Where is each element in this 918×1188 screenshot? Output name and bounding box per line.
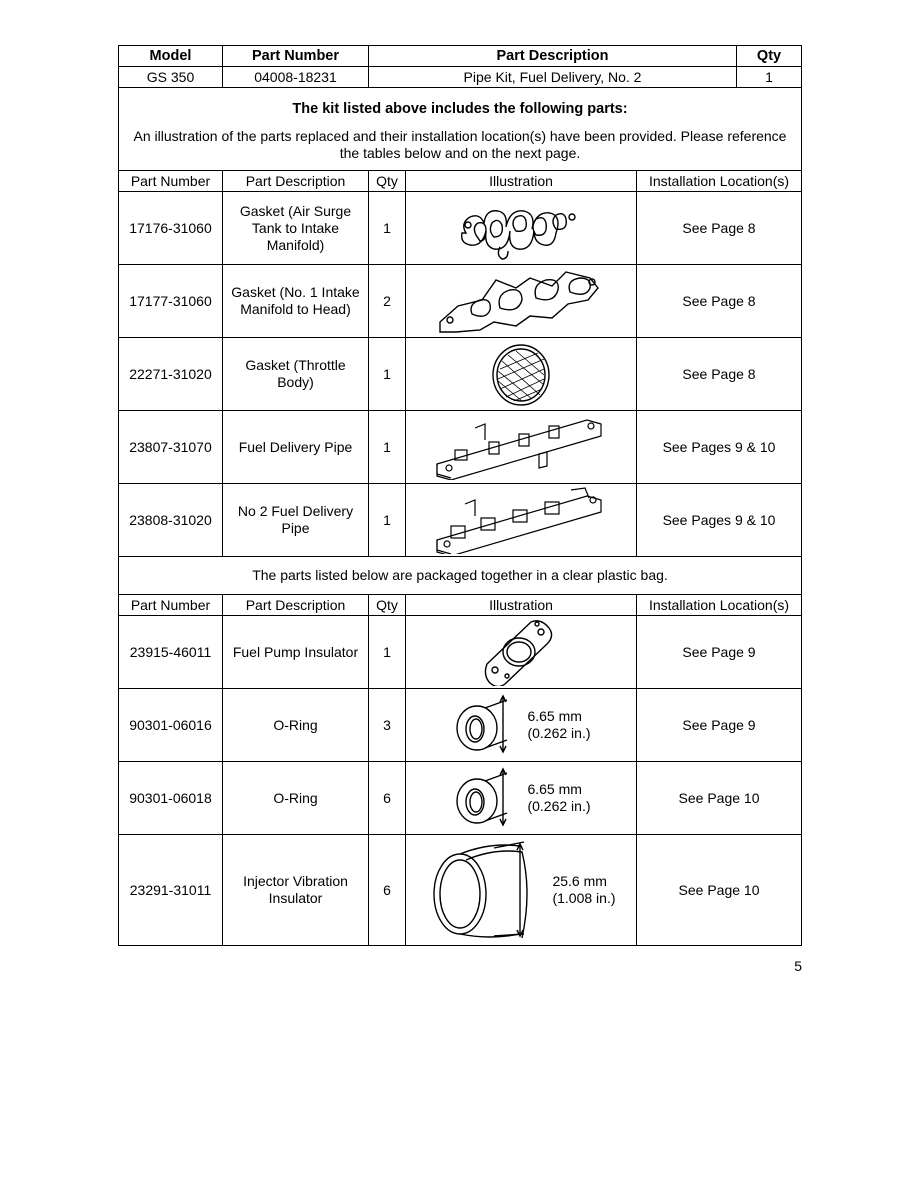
part-illustration bbox=[406, 689, 637, 762]
header-row bbox=[119, 46, 802, 67]
part-number: 17176-31060 bbox=[119, 192, 223, 265]
table-row bbox=[119, 192, 802, 265]
part-illustration bbox=[406, 762, 637, 835]
dimension-mm: 25.6 mm bbox=[552, 873, 607, 889]
col-part-description-label: Part Description bbox=[369, 46, 737, 66]
bag-note-row bbox=[119, 557, 802, 595]
parts-col-illustration: Illustration bbox=[406, 171, 637, 192]
kit-description-cell bbox=[369, 67, 802, 88]
part-description: Gasket (Air Surge Tank to Intake Manifold) bbox=[223, 192, 369, 265]
part-description: Gasket (No. 1 Intake Manifold to Head) bbox=[223, 265, 369, 338]
part-location: See Page 9 bbox=[637, 689, 802, 762]
part-qty: 1 bbox=[369, 616, 406, 689]
o-ring-icon bbox=[451, 692, 521, 758]
part-qty: 6 bbox=[369, 835, 406, 946]
part-illustration bbox=[406, 338, 637, 411]
part-illustration bbox=[406, 411, 637, 484]
part-location: See Page 10 bbox=[637, 835, 802, 946]
part-illustration bbox=[406, 484, 637, 557]
fuel-pipe-icon bbox=[431, 414, 611, 480]
kit-qty: 1 bbox=[765, 69, 773, 85]
kit-text: An illustration of the parts replaced and their installation location(s) have been provided. Please reference the tables below and on the next page. bbox=[133, 127, 787, 161]
part-location: See Page 8 bbox=[637, 265, 802, 338]
part-number: 23808-31020 bbox=[119, 484, 223, 557]
part-description: Fuel Pump Insulator bbox=[223, 616, 369, 689]
parts-table bbox=[118, 45, 802, 946]
part-number: 23915-46011 bbox=[119, 616, 223, 689]
table-row bbox=[119, 484, 802, 557]
bag-col-location: Installation Location(s) bbox=[637, 595, 802, 616]
part-qty: 1 bbox=[369, 484, 406, 557]
kit-note-row bbox=[119, 88, 802, 171]
dimension-mm: 6.65 mm bbox=[527, 781, 582, 797]
part-qty: 1 bbox=[369, 192, 406, 265]
part-number: 23291-31011 bbox=[119, 835, 223, 946]
dimension-in: (0.262 in.) bbox=[527, 798, 591, 814]
fuel-pipe-2-icon bbox=[431, 486, 611, 554]
table-row bbox=[119, 265, 802, 338]
parts-col-location: Installation Location(s) bbox=[637, 171, 802, 192]
document-sheet bbox=[118, 45, 801, 946]
part-illustration bbox=[406, 192, 637, 265]
parts-col-qty: Qty bbox=[369, 171, 406, 192]
part-description: No 2 Fuel Delivery Pipe bbox=[223, 484, 369, 557]
part-number: 23807-31070 bbox=[119, 411, 223, 484]
parts-header-row bbox=[119, 171, 802, 192]
manifold-gasket-icon bbox=[456, 195, 586, 261]
table-row bbox=[119, 689, 802, 762]
part-number: 17177-31060 bbox=[119, 265, 223, 338]
vibration-insulator-icon bbox=[426, 838, 546, 942]
col-model: Model bbox=[119, 46, 223, 67]
insulator-plate-icon bbox=[481, 618, 561, 686]
part-description: Gasket (Throttle Body) bbox=[223, 338, 369, 411]
part-description: O-Ring bbox=[223, 689, 369, 762]
part-qty: 1 bbox=[369, 411, 406, 484]
kit-description: Pipe Kit, Fuel Delivery, No. 2 bbox=[369, 67, 737, 87]
kit-row bbox=[119, 67, 802, 88]
dimension-mm: 6.65 mm bbox=[527, 708, 582, 724]
parts-col-part-number: Part Number bbox=[119, 171, 223, 192]
dimension-in: (1.008 in.) bbox=[552, 890, 616, 906]
part-illustration bbox=[406, 265, 637, 338]
bag-col-illustration: Illustration bbox=[406, 595, 637, 616]
part-location: See Page 8 bbox=[637, 338, 802, 411]
kit-part-number: 04008-18231 bbox=[223, 67, 369, 88]
part-number: 22271-31020 bbox=[119, 338, 223, 411]
part-number: 90301-06018 bbox=[119, 762, 223, 835]
col-part-number: Part Number bbox=[223, 46, 369, 67]
head-gasket-icon bbox=[436, 268, 606, 334]
part-location: See Page 10 bbox=[637, 762, 802, 835]
part-location: See Pages 9 & 10 bbox=[637, 411, 802, 484]
bag-col-qty: Qty bbox=[369, 595, 406, 616]
part-description: Injector Vibration Insulator bbox=[223, 835, 369, 946]
part-description: O-Ring bbox=[223, 762, 369, 835]
table-row bbox=[119, 338, 802, 411]
col-part-description bbox=[369, 46, 802, 67]
part-illustration bbox=[406, 616, 637, 689]
kit-note-cell bbox=[119, 88, 802, 171]
col-qty: Qty bbox=[756, 48, 782, 64]
part-qty: 3 bbox=[369, 689, 406, 762]
part-qty: 2 bbox=[369, 265, 406, 338]
throttle-gasket-icon bbox=[486, 339, 556, 409]
table-row bbox=[119, 835, 802, 946]
table-row bbox=[119, 411, 802, 484]
table-row bbox=[119, 762, 802, 835]
part-qty: 6 bbox=[369, 762, 406, 835]
part-location: See Pages 9 & 10 bbox=[637, 484, 802, 557]
o-ring-icon bbox=[451, 765, 521, 831]
page-number: 5 bbox=[794, 958, 802, 974]
parts-col-description: Part Description bbox=[223, 171, 369, 192]
bag-col-part-number: Part Number bbox=[119, 595, 223, 616]
part-qty: 1 bbox=[369, 338, 406, 411]
bag-note: The parts listed below are packaged together in a clear plastic bag. bbox=[119, 557, 802, 595]
dimension-in: (0.262 in.) bbox=[527, 725, 591, 741]
kit-title: The kit listed above includes the following parts: bbox=[292, 100, 628, 117]
bag-col-description: Part Description bbox=[223, 595, 369, 616]
kit-model: GS 350 bbox=[119, 67, 223, 88]
part-description: Fuel Delivery Pipe bbox=[223, 411, 369, 484]
part-number: 90301-06016 bbox=[119, 689, 223, 762]
bag-header-row bbox=[119, 595, 802, 616]
part-location: See Page 9 bbox=[637, 616, 802, 689]
part-location: See Page 8 bbox=[637, 192, 802, 265]
part-illustration bbox=[406, 835, 637, 946]
table-row bbox=[119, 616, 802, 689]
